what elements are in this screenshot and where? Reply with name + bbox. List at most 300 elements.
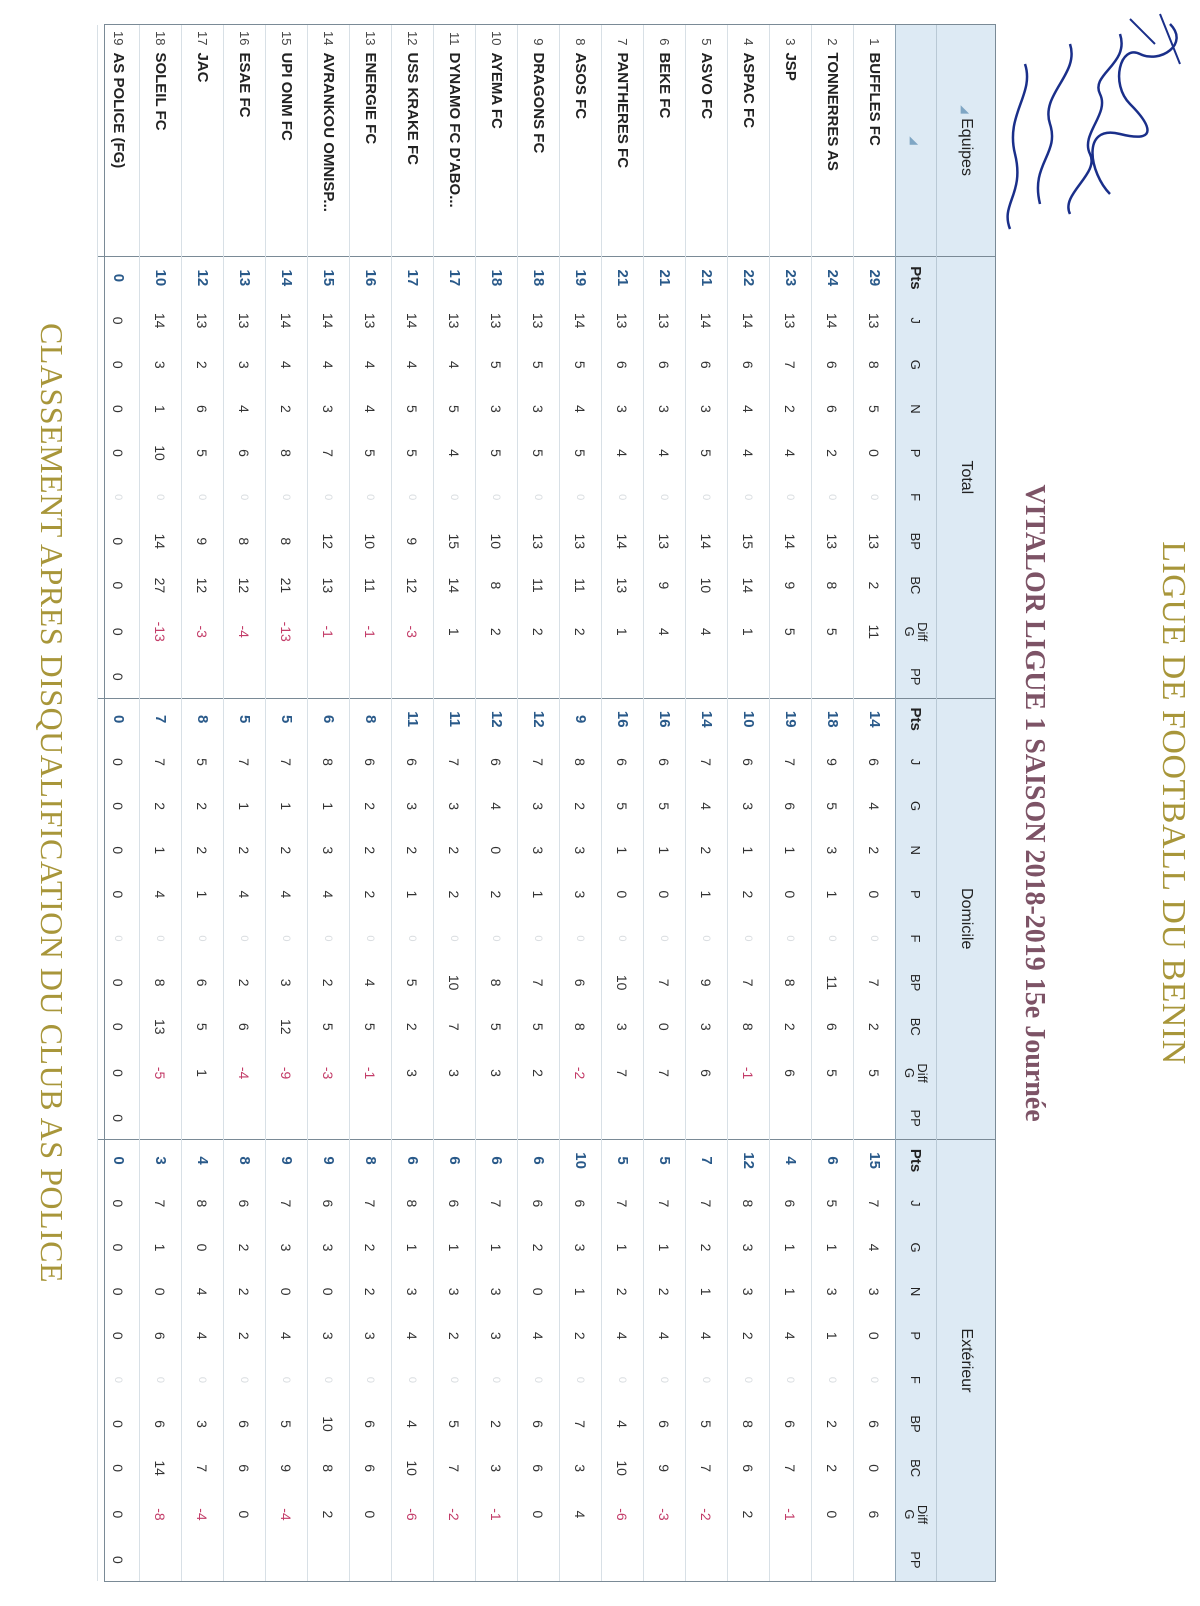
away-pp-cell — [140, 1539, 182, 1581]
col-home-diff[interactable] — [896, 1049, 937, 1098]
col-away-j[interactable]: J — [896, 1181, 937, 1225]
home-n-cell: 2 — [434, 828, 476, 872]
table-row[interactable] — [644, 25, 686, 1581]
away-pp-cell — [350, 1539, 392, 1581]
col-away-bc[interactable]: BC — [896, 1446, 937, 1490]
away-n-cell: 0 — [140, 1270, 182, 1314]
away-n-cell: 2 — [644, 1270, 686, 1314]
table-row[interactable] — [98, 25, 140, 1581]
home-bc-cell: 3 — [686, 1005, 728, 1049]
away-pp-cell: 0 — [98, 1539, 140, 1581]
table-row[interactable] — [350, 25, 392, 1581]
col-home-n[interactable]: N — [896, 828, 937, 872]
total-n-cell: 4 — [224, 387, 266, 431]
away-f-cell: 0 — [602, 1358, 644, 1402]
table-row[interactable] — [812, 25, 854, 1581]
total-p-cell: 5 — [686, 431, 728, 475]
total-j-cell: 13 — [182, 299, 224, 343]
total-j-cell: 14 — [560, 299, 602, 343]
away-g-cell: 3 — [560, 1225, 602, 1269]
away-bp-cell: 3 — [182, 1402, 224, 1446]
total-j-cell: 13 — [770, 299, 812, 343]
home-n-cell: 2 — [224, 828, 266, 872]
away-f-cell: 0 — [854, 1358, 896, 1402]
away-bp-cell: 2 — [476, 1402, 518, 1446]
total-g-cell: 5 — [518, 343, 560, 387]
table-row[interactable] — [686, 25, 728, 1581]
home-f-cell: 0 — [392, 916, 434, 960]
home-bp-cell: 10 — [434, 961, 476, 1005]
away-diff-cell: -6 — [392, 1490, 434, 1539]
home-bc-cell: 5 — [350, 1005, 392, 1049]
total-bc-cell: 10 — [686, 563, 728, 607]
away-pp-cell — [770, 1539, 812, 1581]
away-n-cell: 3 — [854, 1270, 896, 1314]
away-n-cell: 1 — [770, 1270, 812, 1314]
total-n-cell: 3 — [518, 387, 560, 431]
away-g-cell: 3 — [728, 1225, 770, 1269]
home-g-cell: 5 — [644, 784, 686, 828]
home-pp-cell — [224, 1097, 266, 1139]
away-p-cell: 2 — [224, 1314, 266, 1358]
rank-cell: 15 — [266, 25, 308, 51]
home-p-cell: 0 — [98, 872, 140, 916]
home-j-cell: 7 — [224, 740, 266, 784]
away-pp-cell — [560, 1539, 602, 1581]
col-total-bp[interactable]: BP — [896, 519, 937, 563]
home-diff-cell: 6 — [770, 1049, 812, 1098]
col-away-diff[interactable] — [896, 1490, 937, 1539]
home-p-cell: 0 — [644, 872, 686, 916]
home-j-cell: 6 — [476, 740, 518, 784]
home-pp-cell — [518, 1097, 560, 1139]
total-g-cell: 5 — [476, 343, 518, 387]
total-bc-cell: 8 — [812, 563, 854, 607]
total-g-cell: 5 — [560, 343, 602, 387]
header-blank — [896, 25, 937, 257]
home-pts-cell: 0 — [98, 698, 140, 740]
col-total-pp[interactable]: PP — [896, 656, 937, 698]
home-f-cell: 0 — [182, 916, 224, 960]
header-equipes[interactable] — [937, 25, 996, 257]
total-f-cell: 0 — [140, 475, 182, 519]
away-n-cell: 2 — [224, 1270, 266, 1314]
away-n-cell: 3 — [434, 1270, 476, 1314]
total-n-cell: 3 — [308, 387, 350, 431]
rank-cell: 19 — [98, 25, 140, 51]
col-total-g[interactable]: G — [896, 343, 937, 387]
away-j-cell: 7 — [686, 1181, 728, 1225]
home-p-cell: 3 — [560, 872, 602, 916]
away-pts-cell: 5 — [644, 1139, 686, 1181]
col-total-j[interactable]: J — [896, 299, 937, 343]
away-g-cell: 1 — [140, 1225, 182, 1269]
away-diff-cell: 0 — [812, 1490, 854, 1539]
total-pts-cell: 18 — [476, 257, 518, 299]
home-j-cell: 8 — [308, 740, 350, 784]
total-bp-cell: 8 — [266, 519, 308, 563]
away-pts-cell: 5 — [602, 1139, 644, 1181]
away-diff-cell: -3 — [644, 1490, 686, 1539]
home-bp-cell: 7 — [518, 961, 560, 1005]
col-away-bp[interactable]: BP — [896, 1402, 937, 1446]
col-home-p[interactable]: P — [896, 872, 937, 916]
total-bc-cell: 0 — [98, 563, 140, 607]
away-j-cell: 8 — [392, 1181, 434, 1225]
home-bc-cell: 3 — [602, 1005, 644, 1049]
home-n-cell: 1 — [770, 828, 812, 872]
total-bc-cell: 9 — [644, 563, 686, 607]
home-n-cell: 2 — [854, 828, 896, 872]
table-row[interactable] — [182, 25, 224, 1581]
total-g-cell: 4 — [434, 343, 476, 387]
col-away-p[interactable]: P — [896, 1314, 937, 1358]
home-f-cell: 0 — [308, 916, 350, 960]
total-diff-cell: -4 — [224, 607, 266, 656]
away-n-cell: 3 — [812, 1270, 854, 1314]
total-j-cell: 14 — [140, 299, 182, 343]
col-away-pp[interactable]: PP — [896, 1539, 937, 1581]
away-f-cell: 0 — [140, 1358, 182, 1402]
home-pp-cell — [854, 1097, 896, 1139]
away-p-cell: 4 — [644, 1314, 686, 1358]
table-row[interactable] — [728, 25, 770, 1581]
away-diff-cell: -4 — [182, 1490, 224, 1539]
home-g-cell: 5 — [602, 784, 644, 828]
total-g-cell: 4 — [350, 343, 392, 387]
total-j-cell: 13 — [602, 299, 644, 343]
total-pp-cell — [350, 656, 392, 698]
rank-cell: 12 — [392, 25, 434, 51]
away-p-cell: 3 — [476, 1314, 518, 1358]
home-g-cell: 3 — [728, 784, 770, 828]
table-row[interactable] — [770, 25, 812, 1581]
away-pp-cell — [602, 1539, 644, 1581]
diff-label-b: G — [902, 1509, 918, 1520]
total-n-cell: 3 — [476, 387, 518, 431]
away-n-cell: 3 — [476, 1270, 518, 1314]
total-p-cell: 0 — [98, 431, 140, 475]
home-f-cell: 0 — [728, 916, 770, 960]
total-bp-cell: 0 — [98, 519, 140, 563]
away-pp-cell — [434, 1539, 476, 1581]
col-total-pts[interactable]: Pts — [896, 257, 937, 299]
total-pts-cell: 17 — [392, 257, 434, 299]
total-diff-cell: 1 — [434, 607, 476, 656]
home-f-cell: 0 — [98, 916, 140, 960]
table-row[interactable] — [224, 25, 266, 1581]
away-bc-cell: 9 — [644, 1446, 686, 1490]
total-p-cell: 6 — [224, 431, 266, 475]
table-row[interactable] — [434, 25, 476, 1581]
home-g-cell: 3 — [434, 784, 476, 828]
home-diff-cell: -1 — [728, 1049, 770, 1098]
away-bp-cell: 5 — [686, 1402, 728, 1446]
away-bp-cell: 6 — [350, 1402, 392, 1446]
total-bc-cell: 2 — [854, 563, 896, 607]
away-j-cell: 5 — [812, 1181, 854, 1225]
home-pp-cell — [770, 1097, 812, 1139]
home-diff-cell: 2 — [518, 1049, 560, 1098]
col-total-bc[interactable]: BC — [896, 563, 937, 607]
away-n-cell: 2 — [350, 1270, 392, 1314]
away-bp-cell: 10 — [308, 1402, 350, 1446]
home-pp-cell — [392, 1097, 434, 1139]
total-bp-cell: 14 — [602, 519, 644, 563]
total-p-cell: 8 — [266, 431, 308, 475]
home-f-cell: 0 — [350, 916, 392, 960]
away-bc-cell: 10 — [392, 1446, 434, 1490]
home-diff-cell: 1 — [182, 1049, 224, 1098]
total-diff-cell: 0 — [98, 607, 140, 656]
away-j-cell: 7 — [266, 1181, 308, 1225]
away-bc-cell: 6 — [224, 1446, 266, 1490]
away-j-cell: 6 — [308, 1181, 350, 1225]
home-bc-cell: 8 — [728, 1005, 770, 1049]
total-pp-cell — [434, 656, 476, 698]
total-f-cell: 0 — [602, 475, 644, 519]
rank-cell: 10 — [476, 25, 518, 51]
home-bc-cell: 5 — [308, 1005, 350, 1049]
home-j-cell: 6 — [854, 740, 896, 784]
home-p-cell: 2 — [350, 872, 392, 916]
home-bp-cell: 2 — [308, 961, 350, 1005]
col-total-f[interactable]: F — [896, 475, 937, 519]
total-f-cell: 0 — [182, 475, 224, 519]
total-bp-cell: 13 — [854, 519, 896, 563]
away-g-cell: 0 — [182, 1225, 224, 1269]
col-home-pts[interactable]: Pts — [896, 698, 937, 740]
total-f-cell: 0 — [686, 475, 728, 519]
home-n-cell: 2 — [686, 828, 728, 872]
away-f-cell: 0 — [182, 1358, 224, 1402]
total-pp-cell — [560, 656, 602, 698]
table-row[interactable] — [602, 25, 644, 1581]
home-diff-cell: -4 — [224, 1049, 266, 1098]
away-n-cell: 0 — [308, 1270, 350, 1314]
table-row[interactable] — [140, 25, 182, 1581]
away-bp-cell: 4 — [602, 1402, 644, 1446]
table-row[interactable] — [518, 25, 560, 1581]
team-name: AVRANKOU OMNISP... — [308, 51, 350, 256]
header-exterieur: Extérieur — [937, 1139, 996, 1581]
away-diff-cell: 0 — [518, 1490, 560, 1539]
total-pts-cell: 10 — [140, 257, 182, 299]
away-pts-cell: 0 — [98, 1139, 140, 1181]
home-g-cell: 2 — [182, 784, 224, 828]
home-bc-cell: 8 — [560, 1005, 602, 1049]
rank-cell: 16 — [224, 25, 266, 51]
home-f-cell: 0 — [854, 916, 896, 960]
total-n-cell: 5 — [854, 387, 896, 431]
away-bp-cell: 6 — [224, 1402, 266, 1446]
home-bp-cell: 2 — [224, 961, 266, 1005]
total-diff-cell: -1 — [350, 607, 392, 656]
total-diff-cell: 1 — [728, 607, 770, 656]
away-diff-cell: 2 — [728, 1490, 770, 1539]
home-g-cell: 1 — [308, 784, 350, 828]
total-n-cell: 2 — [266, 387, 308, 431]
col-total-n[interactable]: N — [896, 387, 937, 431]
total-bc-cell: 8 — [476, 563, 518, 607]
home-n-cell: 3 — [812, 828, 854, 872]
home-bc-cell: 6 — [812, 1005, 854, 1049]
home-n-cell: 3 — [518, 828, 560, 872]
total-j-cell: 14 — [266, 299, 308, 343]
col-home-j[interactable]: J — [896, 740, 937, 784]
total-bp-cell: 10 — [476, 519, 518, 563]
total-bp-cell: 10 — [350, 519, 392, 563]
table-row[interactable] — [560, 25, 602, 1581]
total-j-cell: 14 — [392, 299, 434, 343]
total-j-cell: 13 — [854, 299, 896, 343]
table-row[interactable] — [308, 25, 350, 1581]
home-p-cell: 0 — [770, 872, 812, 916]
home-p-cell: 0 — [854, 872, 896, 916]
table-row[interactable] — [854, 25, 896, 1581]
rank-cell: 3 — [770, 25, 812, 51]
home-bc-cell: 2 — [770, 1005, 812, 1049]
col-home-pp[interactable]: PP — [896, 1097, 937, 1139]
total-pts-cell: 13 — [224, 257, 266, 299]
col-total-diff[interactable] — [896, 607, 937, 656]
total-g-cell: 0 — [98, 343, 140, 387]
total-n-cell: 5 — [434, 387, 476, 431]
home-pts-cell: 12 — [518, 698, 560, 740]
home-pp-cell — [686, 1097, 728, 1139]
home-pp-cell — [476, 1097, 518, 1139]
total-bp-cell: 13 — [812, 519, 854, 563]
away-j-cell: 7 — [644, 1181, 686, 1225]
team-name: AYEMA FC — [476, 51, 518, 256]
total-bp-cell: 14 — [140, 519, 182, 563]
table-row[interactable] — [476, 25, 518, 1581]
home-pts-cell: 6 — [308, 698, 350, 740]
total-n-cell: 3 — [644, 387, 686, 431]
total-pp-cell — [182, 656, 224, 698]
home-bp-cell: 7 — [854, 961, 896, 1005]
away-pp-cell — [854, 1539, 896, 1581]
away-diff-cell: -6 — [602, 1490, 644, 1539]
total-j-cell: 13 — [224, 299, 266, 343]
total-pp-cell: 0 — [98, 656, 140, 698]
total-bp-cell: 14 — [686, 519, 728, 563]
home-p-cell: 1 — [518, 872, 560, 916]
diff-label-b: G — [902, 1067, 918, 1079]
total-bp-cell: 8 — [224, 519, 266, 563]
team-name: SOLEIL FC — [140, 51, 182, 256]
away-g-cell: 1 — [434, 1225, 476, 1269]
away-pp-cell — [686, 1539, 728, 1581]
table-row[interactable] — [266, 25, 308, 1581]
total-pp-cell — [812, 656, 854, 698]
away-p-cell: 4 — [392, 1314, 434, 1358]
total-diff-cell: 5 — [770, 607, 812, 656]
away-pp-cell — [266, 1539, 308, 1581]
home-bc-cell: 5 — [476, 1005, 518, 1049]
away-f-cell: 0 — [560, 1358, 602, 1402]
home-j-cell: 6 — [644, 740, 686, 784]
home-g-cell: 0 — [98, 784, 140, 828]
total-diff-cell: -13 — [266, 607, 308, 656]
col-away-g[interactable]: G — [896, 1225, 937, 1269]
col-total-p[interactable]: P — [896, 431, 937, 475]
home-diff-cell: -2 — [560, 1049, 602, 1098]
home-j-cell: 8 — [560, 740, 602, 784]
total-pts-cell: 29 — [854, 257, 896, 299]
col-away-n[interactable]: N — [896, 1270, 937, 1314]
away-bc-cell: 0 — [98, 1446, 140, 1490]
col-home-bp[interactable]: BP — [896, 961, 937, 1005]
home-g-cell: 1 — [224, 784, 266, 828]
away-p-cell: 4 — [182, 1314, 224, 1358]
total-n-cell: 4 — [350, 387, 392, 431]
team-name: ASPAC FC — [728, 51, 770, 256]
home-pts-cell: 9 — [560, 698, 602, 740]
home-g-cell: 6 — [770, 784, 812, 828]
home-bc-cell: 5 — [182, 1005, 224, 1049]
total-g-cell: 3 — [140, 343, 182, 387]
home-g-cell: 1 — [266, 784, 308, 828]
total-j-cell: 14 — [728, 299, 770, 343]
away-p-cell: 4 — [770, 1314, 812, 1358]
total-diff-cell: 4 — [686, 607, 728, 656]
total-pp-cell — [476, 656, 518, 698]
home-n-cell: 2 — [350, 828, 392, 872]
total-bp-cell: 14 — [770, 519, 812, 563]
home-n-cell: 2 — [392, 828, 434, 872]
away-n-cell: 0 — [98, 1270, 140, 1314]
home-f-cell: 0 — [434, 916, 476, 960]
home-bp-cell: 11 — [812, 961, 854, 1005]
total-j-cell: 14 — [686, 299, 728, 343]
away-f-cell: 0 — [812, 1358, 854, 1402]
away-bc-cell: 3 — [560, 1446, 602, 1490]
rank-cell: 14 — [308, 25, 350, 51]
table-row[interactable] — [392, 25, 434, 1581]
home-g-cell: 2 — [350, 784, 392, 828]
home-j-cell: 0 — [98, 740, 140, 784]
diff-label-a: Diff — [915, 1504, 931, 1525]
home-bp-cell: 8 — [476, 961, 518, 1005]
total-bc-cell: 13 — [308, 563, 350, 607]
home-bc-cell: 2 — [854, 1005, 896, 1049]
home-bp-cell: 9 — [686, 961, 728, 1005]
total-j-cell: 13 — [518, 299, 560, 343]
away-bc-cell: 0 — [854, 1446, 896, 1490]
away-pts-cell: 6 — [392, 1139, 434, 1181]
footer-title: CLASSEMENT APRES DISQUALIFICATION DU CLUB AS POLICE — [34, 322, 70, 1284]
home-p-cell: 1 — [812, 872, 854, 916]
col-away-f[interactable]: F — [896, 1358, 937, 1402]
away-g-cell: 2 — [350, 1225, 392, 1269]
col-home-f[interactable]: F — [896, 916, 937, 960]
home-g-cell: 4 — [686, 784, 728, 828]
total-bp-cell: 9 — [182, 519, 224, 563]
col-home-bc[interactable]: BC — [896, 1005, 937, 1049]
away-pts-cell: 8 — [224, 1139, 266, 1181]
away-g-cell: 1 — [644, 1225, 686, 1269]
away-n-cell: 0 — [266, 1270, 308, 1314]
total-n-cell: 4 — [560, 387, 602, 431]
away-pts-cell: 6 — [812, 1139, 854, 1181]
home-j-cell: 6 — [728, 740, 770, 784]
away-f-cell: 0 — [350, 1358, 392, 1402]
away-j-cell: 6 — [518, 1181, 560, 1225]
col-away-pts[interactable]: Pts — [896, 1139, 937, 1181]
col-home-g[interactable]: G — [896, 784, 937, 828]
total-bc-cell: 13 — [602, 563, 644, 607]
